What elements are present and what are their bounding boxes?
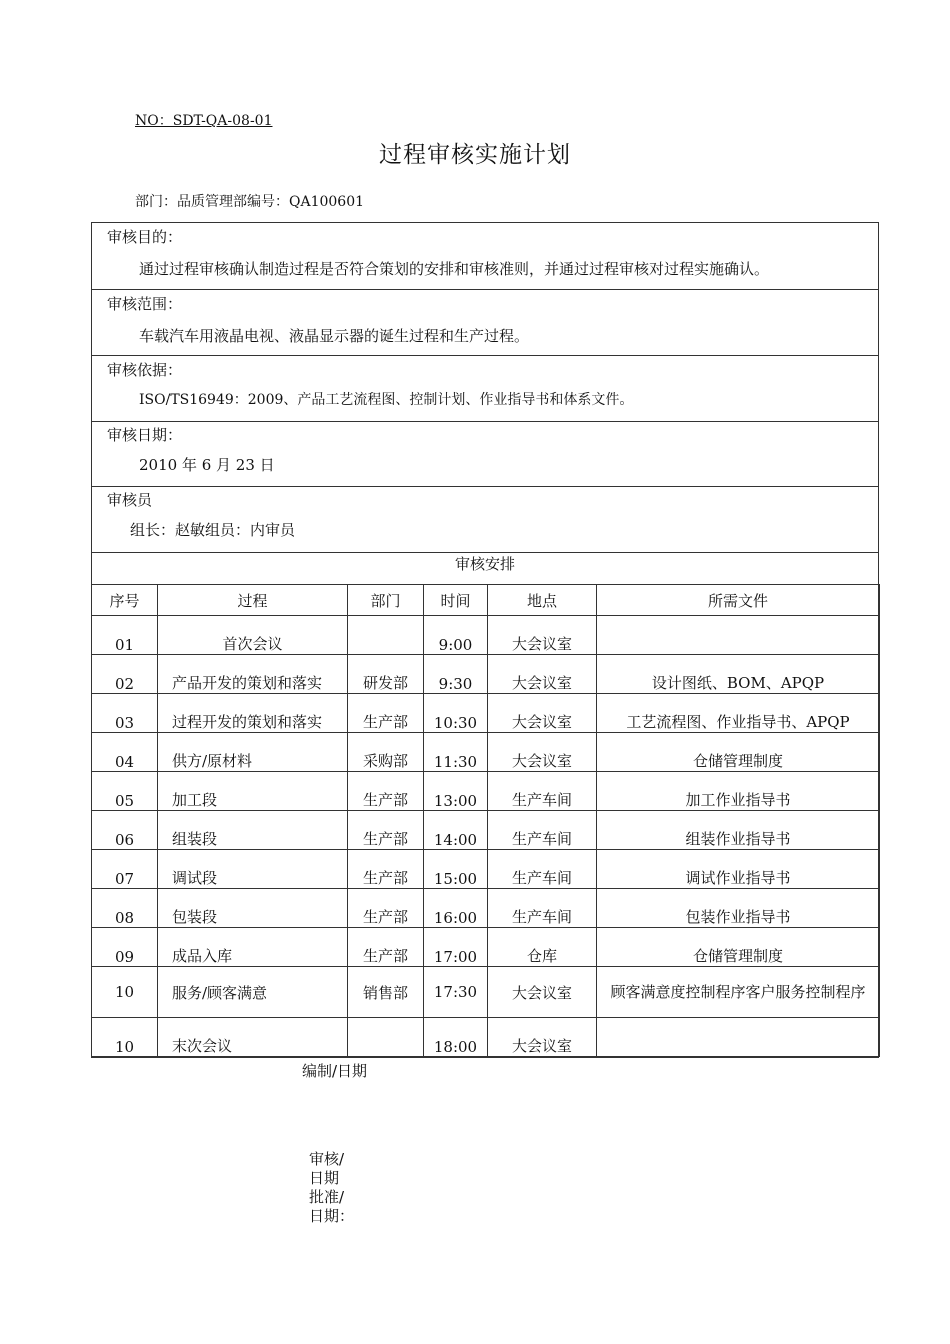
basis-heading: 审核依据： — [107, 361, 183, 379]
date-content: 2010 年 6 月 23 日 — [139, 456, 275, 474]
table-row — [92, 850, 880, 889]
cell-seq: 07 — [92, 850, 158, 889]
cell-time: 13:00 — [424, 772, 488, 811]
cell-process: 加工段 — [158, 772, 348, 811]
cell-dept: 生产部 — [348, 889, 424, 928]
cell-location: 大会议室 — [488, 967, 597, 1018]
table-row — [92, 694, 880, 733]
section-date — [92, 422, 878, 487]
department-line: 部门：品质管理部编号：QA100601 — [135, 194, 365, 210]
cell-time: 9:30 — [424, 655, 488, 694]
cell-time: 17:00 — [424, 928, 488, 967]
section-auditors — [92, 487, 878, 553]
table-row — [92, 889, 880, 928]
cell-seq: 08 — [92, 889, 158, 928]
cell-location: 大会议室 — [488, 616, 597, 655]
cell-dept: 生产部 — [348, 928, 424, 967]
cell-process: 包装段 — [158, 889, 348, 928]
table-row — [92, 733, 880, 772]
cell-location: 生产车间 — [488, 889, 597, 928]
scope-content: 车载汽车用液晶电视、液晶显示器的诞生过程和生产过程。 — [139, 327, 530, 345]
purpose-heading: 审核目的： — [107, 228, 183, 246]
table-row — [92, 928, 880, 967]
cell-location: 大会议室 — [488, 694, 597, 733]
cell-seq: 01 — [92, 616, 158, 655]
review-label: 审核/ — [309, 1150, 345, 1168]
schedule-header-row — [92, 585, 880, 616]
cell-documents: 工艺流程图、作业指导书、APQP — [597, 694, 880, 733]
auditors-heading: 审核员 — [107, 491, 153, 509]
cell-process: 供方/原材料 — [158, 733, 348, 772]
cell-process: 组装段 — [158, 811, 348, 850]
cell-process: 服务/顾客满意 — [158, 967, 348, 1018]
section-purpose — [92, 223, 878, 290]
cell-time: 9:00 — [424, 616, 488, 655]
cell-documents: 设计图纸、BOM、APQP — [597, 655, 880, 694]
cell-location: 大会议室 — [488, 655, 597, 694]
cell-documents: 包装作业指导书 — [597, 889, 880, 928]
cell-location: 生产车间 — [488, 850, 597, 889]
table-row — [92, 616, 880, 655]
cell-documents: 组装作业指导书 — [597, 811, 880, 850]
table-row — [92, 811, 880, 850]
cell-time: 10:30 — [424, 694, 488, 733]
cell-seq: 03 — [92, 694, 158, 733]
cell-process: 末次会议 — [158, 1018, 348, 1057]
cell-process: 成品入库 — [158, 928, 348, 967]
cell-dept — [348, 1018, 424, 1057]
header-documents: 所需文件 — [597, 585, 880, 616]
date-heading: 审核日期： — [107, 426, 183, 444]
cell-dept: 生产部 — [348, 772, 424, 811]
cell-dept: 生产部 — [348, 850, 424, 889]
cell-process: 首次会议 — [158, 616, 348, 655]
cell-time: 17:30 — [424, 967, 488, 1018]
basis-content: ISO/TS16949：2009、产品工艺流程图、控制计划、作业指导书和体系文件。 — [139, 392, 634, 408]
scope-heading: 审核范围： — [107, 295, 183, 313]
cell-seq: 10 — [92, 967, 158, 1018]
section-scope — [92, 290, 878, 356]
cell-location: 仓库 — [488, 928, 597, 967]
cell-time: 18:00 — [424, 1018, 488, 1057]
cell-documents — [597, 616, 880, 655]
approval-block — [309, 1150, 354, 1226]
cell-documents: 顾客满意度控制程序客户服务控制程序 — [597, 967, 880, 1018]
cell-location: 大会议室 — [488, 1018, 597, 1057]
cell-process: 过程开发的策划和落实 — [158, 694, 348, 733]
approve-date-label: 日期： — [309, 1207, 355, 1225]
header-seq: 序号 — [92, 585, 158, 616]
cell-seq: 10 — [92, 1018, 158, 1057]
cell-dept: 生产部 — [348, 811, 424, 850]
review-date-label: 日期 — [309, 1169, 340, 1187]
cell-time: 14:00 — [424, 811, 488, 850]
table-row — [92, 772, 880, 811]
cell-dept — [348, 616, 424, 655]
prepared-by-date: 编制/日期 — [302, 1062, 368, 1080]
cell-time: 11:30 — [424, 733, 488, 772]
cell-documents: 加工作业指导书 — [597, 772, 880, 811]
cell-seq: 05 — [92, 772, 158, 811]
cell-process: 产品开发的策划和落实 — [158, 655, 348, 694]
cell-time: 16:00 — [424, 889, 488, 928]
schedule-title: 审核安排 — [454, 555, 515, 573]
cell-location: 生产车间 — [488, 772, 597, 811]
auditors-content: 组长：赵敏组员：内审员 — [130, 521, 296, 539]
table-row — [92, 967, 880, 1018]
cell-seq: 04 — [92, 733, 158, 772]
cell-documents: 调试作业指导书 — [597, 850, 880, 889]
header-dept: 部门 — [348, 585, 424, 616]
cell-dept: 研发部 — [348, 655, 424, 694]
cell-time: 15:00 — [424, 850, 488, 889]
cell-seq: 06 — [92, 811, 158, 850]
purpose-content: 通过过程审核确认制造过程是否符合策划的安排和审核准则，并通过过程审核对过程实施确认。 — [139, 260, 770, 278]
cell-location: 大会议室 — [488, 733, 597, 772]
schedule-table — [91, 584, 880, 1057]
cell-seq: 02 — [92, 655, 158, 694]
cell-documents: 仓储管理制度 — [597, 733, 880, 772]
page-title: 过程审核实施计划 — [379, 142, 571, 168]
cell-dept: 采购部 — [348, 733, 424, 772]
table-row — [92, 655, 880, 694]
section-basis — [92, 356, 878, 422]
document-number: NO：SDT-QA-08-01 — [135, 113, 273, 129]
cell-dept: 销售部 — [348, 967, 424, 1018]
approve-label: 批准/ — [309, 1188, 345, 1206]
cell-process: 调试段 — [158, 850, 348, 889]
cell-dept: 生产部 — [348, 694, 424, 733]
header-time: 时间 — [424, 585, 488, 616]
cell-documents — [597, 1018, 880, 1057]
header-process: 过程 — [158, 585, 348, 616]
header-location: 地点 — [488, 585, 597, 616]
cell-location: 生产车间 — [488, 811, 597, 850]
table-row — [92, 1018, 880, 1057]
cell-seq: 09 — [92, 928, 158, 967]
cell-documents: 仓储管理制度 — [597, 928, 880, 967]
